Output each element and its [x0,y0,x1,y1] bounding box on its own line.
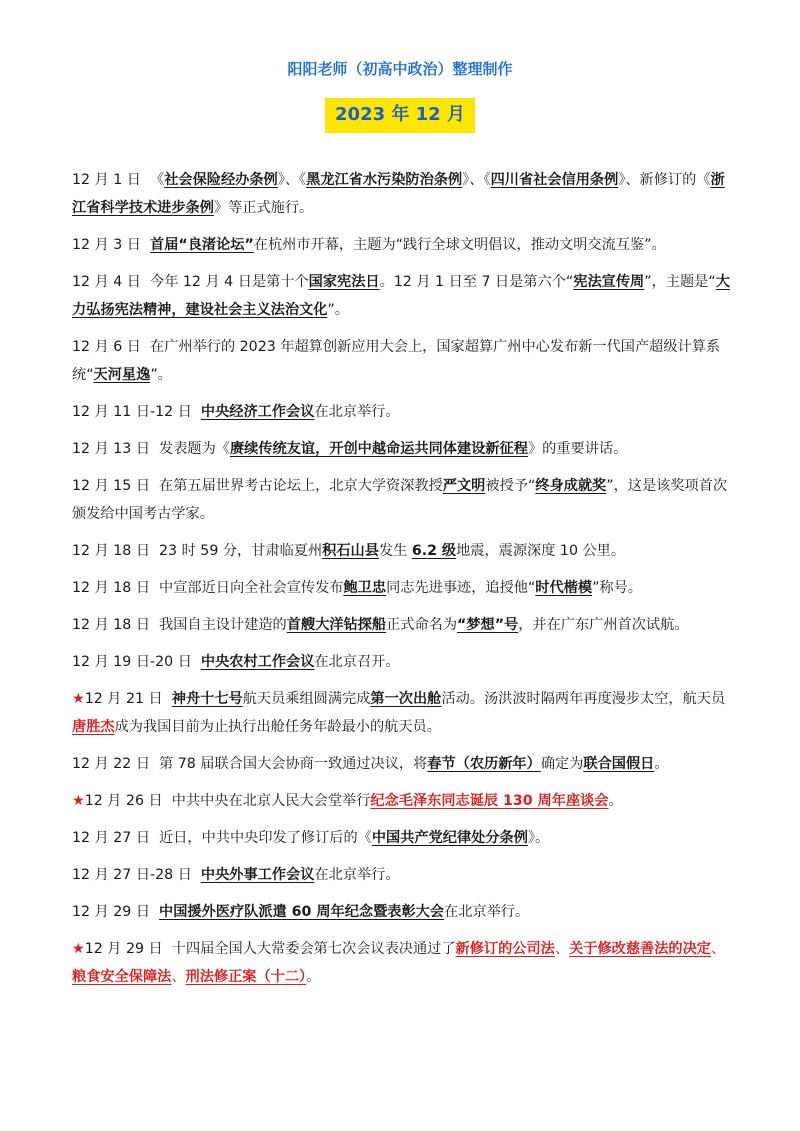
highlight-term: 大力弘扬宪法精神，建设社会主义法治文化 [72,274,730,318]
entry-text: 》、新修订的《 [618,172,711,188]
entry-item [72,268,732,324]
highlight-term: 中国共产党纪律处分条例 [371,830,528,846]
entry-text: ”称号。 [592,580,642,596]
entry-list [72,166,732,1000]
entry-text: 》等正式施行。 [213,200,314,216]
entry-text: 。 [608,793,623,809]
entry-text: 》的重要讲话。 [527,441,628,457]
entry-text: 23 时 59 分，甘肃临夏州 [159,543,323,559]
entry-text: 第 78 届联合国大会协商一致通过决议，将 [159,756,428,772]
entry-item [72,648,732,676]
highlight-term: 中央经济工作会议 [200,404,315,420]
entry-text: 在广州举行的 2023 年超算创新应用大会上，国家超算广州中心发布新一代国产超级计算系统“ [72,339,721,383]
entry-item [72,685,732,741]
entry-text: 地震，震源深度 10 公里。 [456,543,626,559]
entry-item [72,537,732,565]
entry-date: 12 月 29 日 [84,941,172,957]
entry-text: 在北京举行。 [314,404,400,420]
entry-text: 活动。汤洪波时隔两年再度漫步太空，航天员 [441,691,726,707]
entry-item [72,935,732,991]
entry-date: 12 月 26 日 [84,793,172,809]
highlight-term: 积石山县 [322,543,379,559]
entry-item [72,166,732,222]
highlight-term: “梦想”号 [457,617,519,633]
entry-text: 。 [306,969,321,985]
entry-date: 12 月 27 日 [72,830,160,846]
entry-text: 《 [150,172,165,188]
highlight-term: 刑法修正案（十二） [185,969,307,985]
entry-text: 》、《 [277,172,307,188]
entry-date: 12 月 15 日 [72,478,160,494]
entry-date: 12 月 3 日 [72,237,151,253]
entry-item [72,861,732,889]
highlight-term: 黑龙江省水污染防治条例 [306,172,463,188]
entry-text: 正式命名为 [386,617,458,633]
entry-date: 12 月 11 日-12 日 [72,404,201,420]
entry-text: 同志先进事迹，追授他“ [386,580,536,596]
highlight-term: 春节（农历新年） [427,756,541,772]
highlight-term: 四川省社会信用条例 [490,172,619,188]
entry-date: 12 月 19 日-20 日 [72,654,201,670]
entry-date: 12 月 1 日 [72,172,151,188]
entry-item [72,611,732,639]
highlight-term: 终身成就奖 [535,478,607,494]
entry-item [72,333,732,389]
highlight-term: 天河星逸 [93,367,151,383]
entry-date: 12 月 6 日 [72,339,151,355]
entry-date: 12 月 18 日 [72,617,160,633]
entry-date: 12 月 29 日 [72,904,160,920]
star-icon: ★ [72,793,85,809]
entry-item [72,435,732,463]
highlight-term: 浙江省科学技术进步条例 [72,172,725,216]
entry-text: 。12 月 1 日至 7 日是第六个“ [379,274,574,290]
page-header: 阳阳老师（初高中政治）整理制作 [287,60,513,78]
page-title: 2023 年 12 月 [325,98,475,133]
entry-text: 在北京召开。 [314,654,400,670]
highlight-term: 新修订的公司法 [455,941,555,957]
entry-text: ”。 [327,302,349,318]
title-wrap [0,98,800,133]
highlight-term: 中央农村工作会议 [200,654,315,670]
highlight-term: 国家宪法日 [308,274,380,290]
entry-text: 发表题为《 [159,441,230,457]
entry-text: ，并在广东广州首次试航。 [518,617,689,633]
entry-text: 在北京举行。 [314,867,400,883]
entry-text: 、 [554,941,570,957]
highlight-term: 6.2 级 [411,543,457,559]
star-icon: ★ [72,691,85,707]
entry-text: 在杭州市开幕，主题为“践行全球文明倡议，推动文明交流互鉴”。 [253,237,666,253]
entry-text: 、 [710,941,726,957]
highlight-term: 首艘大洋钻探船 [286,617,387,633]
entry-item [72,231,732,259]
entry-text: 、 [171,969,186,985]
entry-item [72,898,732,926]
highlight-term: 中国援外医疗队派遣 60 周年纪念暨表彰大会 [159,904,445,920]
star-icon: ★ [72,941,85,957]
entry-text: 。 [654,756,669,772]
entry-text: 今年 12 月 4 日是第十个 [150,274,309,290]
highlight-term: 第一次出舱 [370,691,442,707]
entry-date: 12 月 22 日 [72,756,160,772]
highlight-term: 时代楷模 [535,580,593,596]
entry-item [72,574,732,602]
entry-text: 近日，中共中央印发了修订后的《 [159,830,372,846]
entry-text: 被授予“ [485,478,536,494]
highlight-term: 粮食安全保障法 [72,969,172,985]
highlight-term: 首届“良渚论坛” [150,237,254,253]
highlight-term: 宪法宣传周 [573,274,645,290]
entry-text: 在北京举行。 [444,904,530,920]
entry-date: 12 月 13 日 [72,441,160,457]
entry-text: 十四届全国人大常委会第七次会议表决通过了 [171,941,456,957]
highlight-term: 唐胜杰 [72,719,115,735]
entry-text: 中共中央在北京人民大会堂举行 [171,793,371,809]
entry-item [72,787,732,815]
entry-text: ”。 [150,367,172,383]
entry-item [72,824,732,852]
entry-text: 航天员乘组圆满完成 [242,691,371,707]
entry-text: ”，主题是“ [644,274,716,290]
entry-date: 12 月 4 日 [72,274,151,290]
entry-item [72,398,732,426]
entry-text: 》、《 [462,172,491,188]
entry-item [72,472,732,528]
highlight-term: 鲍卫忠 [343,580,387,596]
highlight-term: 社会保险经办条例 [164,172,278,188]
entry-text: 在第五届世界考古论坛上，北京大学资深教授 [159,478,443,494]
entry-date: 12 月 21 日 [84,691,172,707]
entry-text: 中宣部近日向全社会宣传发布 [159,580,344,596]
entry-text: 发生 [378,543,412,559]
entry-text: 确定为 [540,756,584,772]
entry-text: ”，这是该奖项首次颁发给中国考古学家。 [72,478,728,522]
highlight-term: 中央外事工作会议 [200,867,315,883]
entry-item [72,750,732,778]
highlight-term: 纪念毛泽东同志诞辰 130 周年座谈会 [370,793,609,809]
highlight-term: 关于修改慈善法的决定 [569,941,711,957]
entry-date: 12 月 27 日-28 日 [72,867,201,883]
entry-text: 成为我国目前为止执行出舱任务年龄最小的航天员。 [114,719,441,735]
highlight-term: 严文明 [442,478,486,494]
entry-text: 》。 [527,830,550,846]
highlight-term: 神舟十七号 [171,691,243,707]
highlight-term: 联合国假日 [583,756,655,772]
entry-text: 我国自主设计建造的 [159,617,287,633]
entry-date: 12 月 18 日 [72,543,160,559]
entry-date: 12 月 18 日 [72,580,160,596]
highlight-term: 赓续传统友谊，开创中越命运共同体建设新征程 [229,441,528,457]
